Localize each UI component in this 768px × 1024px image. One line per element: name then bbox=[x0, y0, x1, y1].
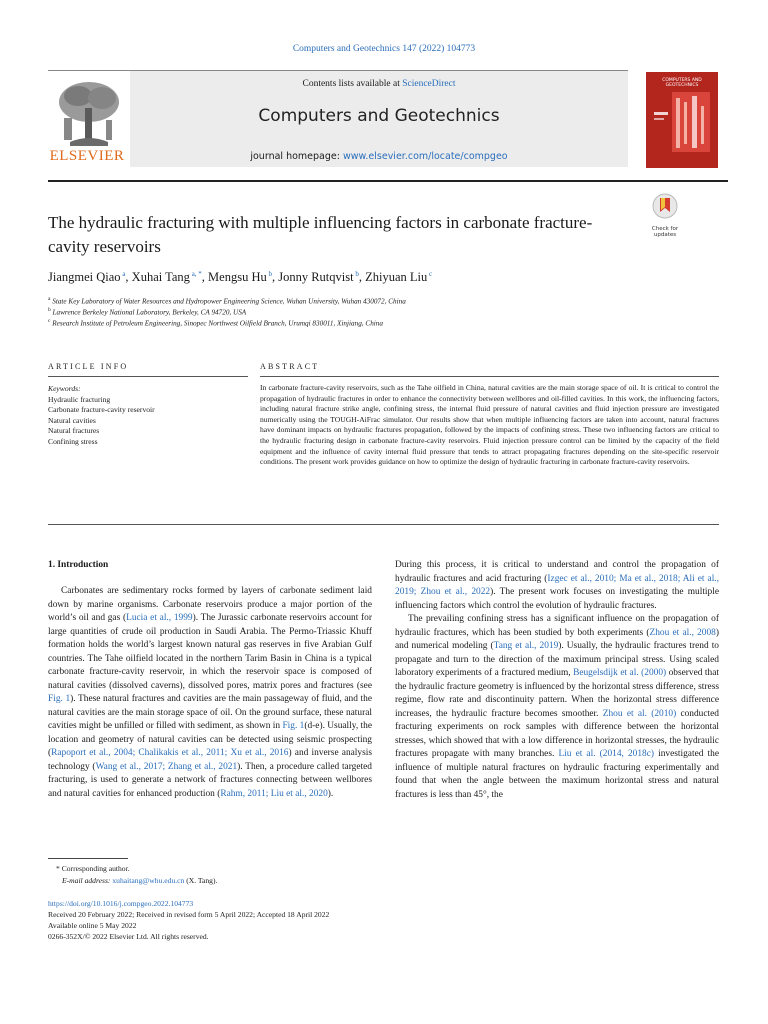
body-text: ). The present work focuses on investigating the multiple influencing factors which control the evolution of hydraulic fractures. bbox=[395, 587, 719, 611]
author-separator: , bbox=[201, 270, 209, 285]
homepage-link[interactable]: www.elsevier.com/locate/compgeo bbox=[342, 151, 508, 162]
body-text: investigated the influence of multiple natural fractures on hydraulic fracturing experimentally and found that when the angle between the maximum horizontal stress and natural fractures is less than 45°, the bbox=[395, 749, 719, 800]
affiliation-marker: a bbox=[48, 296, 51, 302]
intro-paragraph bbox=[395, 613, 719, 802]
body-text: (d-e). Usually, the location and geometry of natural cavities can be detected using seismic prospecting ( bbox=[48, 721, 372, 758]
homepage-line bbox=[130, 151, 628, 162]
author-name[interactable]: Jiangmei Qiao bbox=[48, 270, 121, 285]
author-name[interactable]: Xuhai Tang bbox=[131, 270, 190, 285]
body-text: Carbonates are sedimentary rocks formed by layers of carbonate sediment laid down by marine organisms. Carbonate reservoirs produce a major portion of the world’s oil and gas ( bbox=[48, 586, 372, 623]
author-affiliation-marker[interactable]: a, * bbox=[189, 270, 202, 278]
journal-cover-thumbnail[interactable] bbox=[646, 72, 718, 168]
body-text: conducted fracturing experiments on rock samples with difference between the horizontal stresses, which showed that with a low difference in horizontal stresses, the hydraulic fractures propagate with many branches. bbox=[395, 708, 719, 759]
abstract-text: In carbonate fracture-cavity reservoirs, such as the Tahe oilfield in China, natural cavities are the main storage space of oil. It is critical to control the propagation of hydraulic fractures in order to enhance the connectivity between wellbores and oil-filled cavities. In this work, the influencing factors, including natural fracture strike angle, confining stress, the internal fluid pressure of natural cavities and fluid injection pressure are investigated numerically using the TOUGH-AiFrac simulator. Our results show that when multiple influencing factors are taken into account, natural fractures have dominant impacts on hydraulic fractures propagation, followed by the impacts of confining stress. These two influencing factors are critical to the hydraulic fracturing design in carbonate fracture-cavity reservoirs. Fluid injection pressure control can be limited by the capacity of the field equipment and the influence of cavity internal fluid pressure that tends to attract propagating fractures depending on the site-specific reservoir conditions. The present work provides guidance on how to optimize the design of hydraulic fracturing in carbonate fracture-cavity reservoirs. bbox=[260, 383, 719, 467]
body-text: ) and inverse analysis technology ( bbox=[48, 748, 373, 772]
keywords-block bbox=[48, 384, 248, 448]
article-title: The hydraulic fracturing with multiple influencing factors in carbonate fracture-cavity reservoirs bbox=[48, 213, 593, 256]
homepage-prefix: journal homepage: bbox=[250, 151, 343, 162]
journal-reference-link[interactable]: Computers and Geotechnics 147 (2022) 104773 bbox=[292, 44, 476, 54]
check-updates-icon bbox=[652, 193, 678, 219]
citation-link[interactable]: Fig. 1 bbox=[282, 721, 305, 731]
author-name[interactable]: Jonny Rutqvist bbox=[278, 270, 354, 285]
affiliation-text: State Key Laboratory of Water Resources and Hydropower Engineering Science, Wuhan University, Wuhan 430072, China bbox=[52, 297, 406, 306]
affiliation-text: Research Institute of Petroleum Engineering, Sinopec Northwest Oilfield Branch, Urumqi 830011, Xinjiang, China bbox=[52, 319, 383, 328]
copyright-line: 0266-352X/© 2022 Elsevier Ltd. All rights reserved. bbox=[48, 932, 209, 941]
article-info-rule bbox=[48, 376, 248, 377]
doi-link[interactable]: https://doi.org/10.1016/j.compgeo.2022.104773 bbox=[48, 899, 194, 908]
abstract-rule bbox=[260, 376, 719, 377]
author-name[interactable]: Zhiyuan Liu bbox=[365, 270, 428, 285]
body-text: ). Usually, the hydraulic fractures trend to propagate and turn to the direction of the maximum principal stress. Using scaled laboratory experiments of a fractured medium, bbox=[395, 641, 719, 678]
cover-art bbox=[646, 72, 718, 168]
email-label: E-mail address: bbox=[62, 876, 111, 885]
author-affiliation-marker[interactable]: a bbox=[120, 270, 126, 278]
author-affiliation-marker[interactable]: b bbox=[353, 270, 359, 278]
corresponding-author-note: * Corresponding author. bbox=[56, 864, 130, 873]
affiliation-c bbox=[48, 318, 728, 327]
elsevier-wordmark: ELSEVIER bbox=[49, 148, 125, 164]
body-text: ). These natural fractures and cavities are the main passageway of fluid, and the natural cavities are the main storage space of oil. On the ground surface, these natural cavities might be unfilled or filled with sediment, as shown in bbox=[48, 694, 372, 731]
header-bottom-rule bbox=[48, 180, 728, 182]
keyword-item: Confining stress bbox=[48, 436, 98, 446]
keyword-item: Natural cavities bbox=[48, 415, 96, 425]
article-info-heading: ARTICLE INFO bbox=[48, 362, 129, 371]
intro-right-column bbox=[395, 559, 719, 802]
footnote-rule bbox=[48, 858, 128, 859]
affiliation-marker: b bbox=[48, 307, 51, 313]
affiliation-b bbox=[48, 307, 728, 316]
publication-info bbox=[48, 898, 468, 942]
author-separator: , bbox=[358, 270, 366, 285]
sciencedirect-link[interactable]: ScienceDirect bbox=[402, 79, 456, 89]
contents-line bbox=[130, 79, 628, 89]
author-list bbox=[48, 270, 728, 285]
affiliation-a bbox=[48, 296, 728, 305]
author-separator: , bbox=[125, 270, 132, 285]
body-text: ). bbox=[327, 788, 334, 799]
intro-paragraph bbox=[395, 559, 719, 613]
citation-link[interactable]: Zhou et al. (2010) bbox=[602, 708, 677, 719]
cover-title: COMPUTERS AND GEOTECHNICS bbox=[662, 78, 702, 88]
citation-link[interactable]: Fig. 1 bbox=[48, 694, 71, 704]
citation-link[interactable]: Zhou et al., 2008 bbox=[649, 627, 716, 638]
body-text: During this process, it is critical to understand and control the propagation of hydraulic fractures and acid fracturing ( bbox=[395, 560, 719, 584]
email-suffix: (X. Tang). bbox=[184, 876, 218, 885]
author-separator: , bbox=[271, 270, 279, 285]
abstract-bottom-rule bbox=[48, 524, 719, 525]
author-name[interactable]: Mengsu Hu bbox=[208, 270, 267, 285]
email-note bbox=[62, 876, 462, 887]
body-text: The prevailing confining stress has a significant influence on the propagation of hydraulic fractures, which has been studied by both experiments ( bbox=[395, 614, 719, 638]
section-heading-introduction: 1. Introduction bbox=[48, 560, 109, 570]
intro-left-column bbox=[48, 585, 372, 801]
keyword-item: Hydraulic fracturing bbox=[48, 394, 111, 404]
body-text: ). The Jurassic carbonate reservoirs account for large quantities of crude oil production in Saudi Arabia. The Permo-Triassic Khuff formation holds the world’s largest known natural gas reserves in five Arabian Gulf countries. The Tahe oilfield located in the northern Tarim Basin in China is a typical carbonate fracture-cavity reservoir, in which the reservoir space is composed of natural cavities (dissolved caverns), dissolved pores, matrix pores and fractures (see bbox=[48, 613, 372, 691]
author-affiliation-marker[interactable]: c bbox=[427, 270, 433, 278]
check-updates-label: Check for updates bbox=[651, 226, 679, 239]
body-text: ). Then, a procedure called targeted fracturing, is used to generate a network of fractures connecting between wellbores and natural cavities for enhanced production ( bbox=[48, 761, 372, 799]
body-text: ) and numerical modeling ( bbox=[395, 627, 719, 651]
citation-link[interactable]: Rahm, 2011; Liu et al., 2020 bbox=[220, 788, 328, 799]
abstract-heading: ABSTRACT bbox=[260, 362, 320, 371]
citation-link[interactable]: Wang et al., 2017; Zhang et al., 2021 bbox=[95, 761, 238, 772]
check-for-updates-badge[interactable] bbox=[646, 193, 684, 237]
citation-link[interactable]: Izgec et al., 2010; Ma et al., 2018; Ali et al., 2019; Zhou et al., 2022 bbox=[395, 573, 719, 597]
affiliation-text: Lawrence Berkeley National Laboratory, Berkeley, CA 94720, USA bbox=[52, 308, 247, 317]
keyword-item: Natural fractures bbox=[48, 426, 100, 436]
keyword-item: Carbonate fracture-cavity reservoir bbox=[48, 405, 155, 415]
affiliation-marker: c bbox=[48, 318, 51, 324]
email-link[interactable]: xuhaitang@whu.edu.cn bbox=[112, 876, 185, 885]
citation-link[interactable]: Lucia et al., 1999 bbox=[126, 613, 193, 623]
contents-prefix: Contents lists available at bbox=[302, 79, 403, 89]
body-text: observed that the hydraulic fracture geometry is influenced by the horizontal stress difference, stress regime, flow rate and discontinuity pattern. When the horizontal stress difference increases, the hydraulic fracture becomes smoother. bbox=[395, 668, 719, 719]
intro-paragraph bbox=[48, 585, 372, 801]
citation-link[interactable]: Rapoport et al., 2004; Chalikakis et al., 2011; Xu et al., 2016 bbox=[51, 748, 289, 758]
keywords-label: Keywords: bbox=[48, 384, 81, 393]
citation-link[interactable]: Beugelsdijk et al. (2000) bbox=[573, 668, 667, 678]
journal-name: Computers and Geotechnics bbox=[258, 106, 500, 126]
citation-link[interactable]: Liu et al. (2014, 2018c) bbox=[558, 749, 655, 759]
available-online: Available online 5 May 2022 bbox=[48, 921, 137, 930]
author-affiliation-marker[interactable]: b bbox=[266, 270, 272, 278]
citation-link[interactable]: Tang et al., 2019 bbox=[493, 641, 559, 651]
received-dates: Received 20 February 2022; Received in revised form 5 April 2022; Accepted 18 April 2022 bbox=[48, 910, 330, 919]
